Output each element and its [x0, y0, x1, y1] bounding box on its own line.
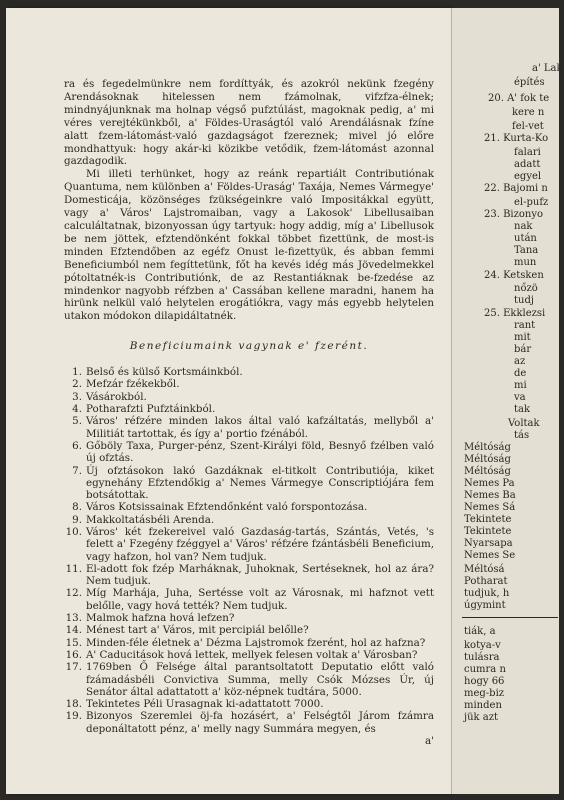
adjacent-page-line: cumra n	[464, 664, 506, 675]
adjacent-page-line: rant	[514, 320, 536, 331]
benefit-item	[64, 391, 434, 403]
adjacent-page-line: Nemes Sá	[464, 502, 516, 513]
adjacent-page-line: Méltósá	[464, 564, 505, 575]
benefit-item	[64, 415, 434, 440]
item-number: 17.	[65, 661, 82, 674]
benefit-item	[64, 661, 434, 698]
item-number: 8.	[72, 501, 82, 514]
item-text: Míg Marhája, Juha, Sertésse volt az Városnak, mi hafznot vett belőlle, vagy hová tették? Nem tudjuk.	[86, 587, 434, 612]
adjacent-page-line: fel-vet	[512, 121, 544, 132]
adjacent-page-rule	[462, 617, 558, 618]
item-number: 4.	[72, 403, 82, 416]
adjacent-page-line: Potharat	[464, 576, 508, 587]
adjacent-page-line: nőzö	[514, 283, 538, 294]
page-text	[64, 78, 434, 748]
benefit-item	[64, 514, 434, 526]
adjacent-page-line: egyel	[514, 171, 542, 182]
adjacent-page-line: falari	[514, 147, 541, 158]
item-number: 15.	[65, 636, 82, 649]
item-number: 12.	[65, 587, 82, 600]
adjacent-page-line: Nemes Se	[464, 550, 516, 561]
intro-paragraph: ra és fegedelmünkre nem fordíttyák, és azokról nekünk fzegény Arendásoknak hitelessen nem fzámolnak, vifzfza-élnek; mindnyájunknak ma holnap végső pufztúlást, magoknak pedig, a' mi véres verejtékünkből, a' Földes-Uraságtól való Arendálásnak fzíne alatt fzem-látomást-való gazdagságot fzereznek; mivel jó előre mondhattyuk: hogy akár-ki közikbe vetődik, fzem-látomást azonnal gazdagodik.	[64, 78, 434, 168]
adjacent-page-line: 21. Kurta-Ko	[484, 133, 549, 144]
benefit-item	[64, 698, 434, 710]
adjacent-page-line: úgymint	[464, 600, 506, 611]
adjacent-page-line: el-pufz	[514, 197, 549, 208]
item-text: Belső és külső Kortsmáinkból.	[86, 366, 243, 379]
item-text: Bizonyos Szeremlei öj-fa hozásért, a' Felségtől Járom fzámra deponáltatott pénz, a' melly nagy Summára megyen, és	[86, 710, 434, 735]
adjacent-page-line: 20. A' fok te	[488, 93, 550, 104]
adjacent-page-line: Nemes Pa	[464, 478, 515, 489]
item-text: A' Caducitások hová lettek, mellyek felesen voltak a' Városban?	[86, 648, 418, 661]
item-number: 13.	[65, 612, 82, 625]
adjacent-page-line: tak	[514, 404, 531, 415]
item-text: Tekintetes Péli Urasagnak ki-adattatott 7000.	[86, 698, 324, 711]
adjacent-page-line: Méltóság	[464, 442, 511, 453]
benefit-item	[64, 465, 434, 502]
adjacent-page-line: Nyarsapa	[464, 538, 513, 549]
adjacent-page-line: Voltak	[508, 418, 540, 429]
adjacent-page-line: tiák, a	[464, 626, 496, 637]
benefit-item	[64, 378, 434, 390]
adjacent-page-line: tulásra	[464, 652, 500, 663]
adjacent-page-line: minden	[464, 700, 502, 711]
item-number: 9.	[72, 513, 82, 526]
item-number: 1.	[72, 366, 82, 379]
item-text: Vásárokból.	[86, 390, 147, 403]
benefit-item	[64, 403, 434, 415]
benefit-item	[64, 710, 434, 735]
item-text: Ménest tart a' Város, mit percipiál belőlle?	[86, 624, 309, 637]
item-text: 1769ben Ő Felsége által parantsoltatott Deputatio előtt való fzámadásbéli Convictiva Summa, melly Csók Mózses Úr, új Senátor által adattatott a' köz-népnek tudtára, 5000.	[86, 661, 434, 698]
adjacent-page-line: meg-biz	[464, 688, 505, 699]
item-text: Gőböly Taxa, Purger-pénz, Szent-Királyi föld, Besnyő fzélben való új ofztás.	[86, 439, 434, 465]
benefit-item	[64, 624, 434, 636]
item-text: Makkoltatásbéli Arenda.	[86, 513, 215, 526]
item-text: Potharafzti Pufztáinkból.	[86, 403, 216, 416]
item-text: Város Kotsissainak Efztendőnként való forspontozása.	[86, 501, 368, 514]
adjacent-page-line: Méltóság	[464, 454, 511, 465]
benefit-item	[64, 649, 434, 661]
adjacent-page-line: mi	[514, 380, 527, 391]
adjacent-page-line: 23. Bizonyo	[484, 209, 544, 220]
item-text: Város' két fzekereivel való Gazdaság-tartás, Szántás, Vetés, 's felett a' Fzegény fzéggyel a' Város' réfzére fzántásbéli Beneficium, vagy hafzon, hol van? Nem tudjuk.	[86, 525, 434, 563]
adjacent-page-line: Tekintete	[464, 526, 512, 537]
adjacent-page-line: Tana	[514, 245, 539, 256]
adjacent-page-line: nak	[514, 221, 533, 232]
item-number: 19.	[65, 710, 82, 723]
item-number: 16.	[65, 648, 82, 661]
item-number: 5.	[72, 415, 82, 428]
item-number: 14.	[65, 624, 82, 637]
adjacent-page-line: az	[514, 356, 526, 367]
item-text: Malmok hafzna hová lefzen?	[86, 612, 235, 625]
item-number: 18.	[65, 698, 82, 711]
contribution-paragraph: Mi illeti terhünket, hogy az reánk repartiált Contributiónak Quantuma, nem különben a' Földes-Uraság' Taxája, Nemes Vármegye' Domesticája, közönséges fzükségeinkre való Impositákkal együtt, vagy a' Város' Lajstromaiban, vagy a Lakosok' Libellusaiban calculáltatnak, bizonyossan úgy tartyuk: hogy addig, míg a' Libellusok be nem jöttek, efztendönként fokkal többet fizettünk, de most-is minden Efztendőben az egéfz Onust le-fizettyük, és abban femmi Beneficiumból nem fegíttetünk, főt ha kevés idég más Jövedelmekkel pótoltatnék-is Contributiónk, de az Restantiáknak be-fzedése az mindenkor nagyobb réfzben a' Cassában kellene maradni, hanem ha hirünk nelkül való helytelen erogátiókra, vagy más egyebb helytelen utakon módokon dilapidáltatnék.	[64, 168, 434, 323]
adjacent-page-line: tudjuk, h	[464, 588, 510, 599]
item-text: El-adott fok fzép Marháknak, Juhoknak, Sertéseknek, hol az ára? Nem tudjuk.	[86, 562, 434, 588]
item-text: Minden-féle életnek a' Dézma Lajstromok fzerént, hol az hafzna?	[86, 636, 426, 649]
item-text: Új ofztásokon lakó Gazdáknak el-titkolt Contributiója, kiket egynehány Efztendőkig a' Nemes Vármegye Conscriptiójára fem botsátottak.	[86, 464, 434, 502]
benefit-item	[64, 366, 434, 378]
adjacent-page-line: a' Lak	[532, 63, 563, 74]
adjacent-page-line: tudj	[514, 295, 534, 306]
catchword: a'	[425, 735, 434, 748]
section-heading: Beneficiumaink vagynak e' fzerént.	[129, 340, 369, 353]
benefit-item	[64, 563, 434, 588]
adjacent-page-line: után	[514, 233, 537, 244]
benefit-item	[64, 637, 434, 649]
benefit-item	[64, 587, 434, 612]
adjacent-page-line: kotya-v	[464, 640, 501, 651]
item-number: 6.	[72, 439, 82, 452]
benefit-item	[64, 440, 434, 465]
adjacent-page-line: mun	[514, 257, 537, 268]
adjacent-page-line: jük azt	[464, 712, 499, 723]
adjacent-page-line: építés	[514, 77, 545, 88]
adjacent-page-line: 24. Ketsken	[484, 270, 544, 281]
item-text: Mefzár fzékekből.	[86, 378, 180, 391]
item-number: 2.	[72, 378, 82, 391]
item-number: 3.	[72, 390, 82, 403]
benefit-list	[64, 366, 434, 735]
adjacent-page-line: bár	[514, 344, 532, 355]
item-number: 7.	[72, 464, 82, 477]
adjacent-page-line: tás	[514, 430, 530, 441]
benefit-item	[64, 612, 434, 624]
item-text: Város' réfzére minden lakos által való kafzáltatás, mellyből a' Militiát tartottak, és így a' portio fzénából.	[86, 415, 434, 440]
adjacent-page-line: kere n	[512, 107, 545, 118]
benefit-item	[64, 526, 434, 563]
adjacent-page-line: va	[514, 392, 526, 403]
adjacent-page-fragment	[451, 8, 563, 794]
item-number: 10.	[65, 525, 82, 538]
adjacent-page-line: Tekintete	[464, 514, 512, 525]
adjacent-page-line: Nemes Ba	[464, 490, 516, 501]
adjacent-page-line: de	[514, 368, 527, 379]
adjacent-page-line: mit	[514, 332, 531, 343]
document-page	[6, 8, 451, 794]
adjacent-page-line: 22. Bajomi n	[484, 183, 548, 194]
item-number: 11.	[65, 562, 82, 575]
adjacent-page-line: adatt	[514, 159, 541, 170]
adjacent-page-line: 25. Ekklezsi	[484, 308, 546, 319]
benefit-item	[64, 501, 434, 513]
adjacent-page-line: hogy 66	[464, 676, 505, 687]
adjacent-page-line: Méltóság	[464, 466, 511, 477]
